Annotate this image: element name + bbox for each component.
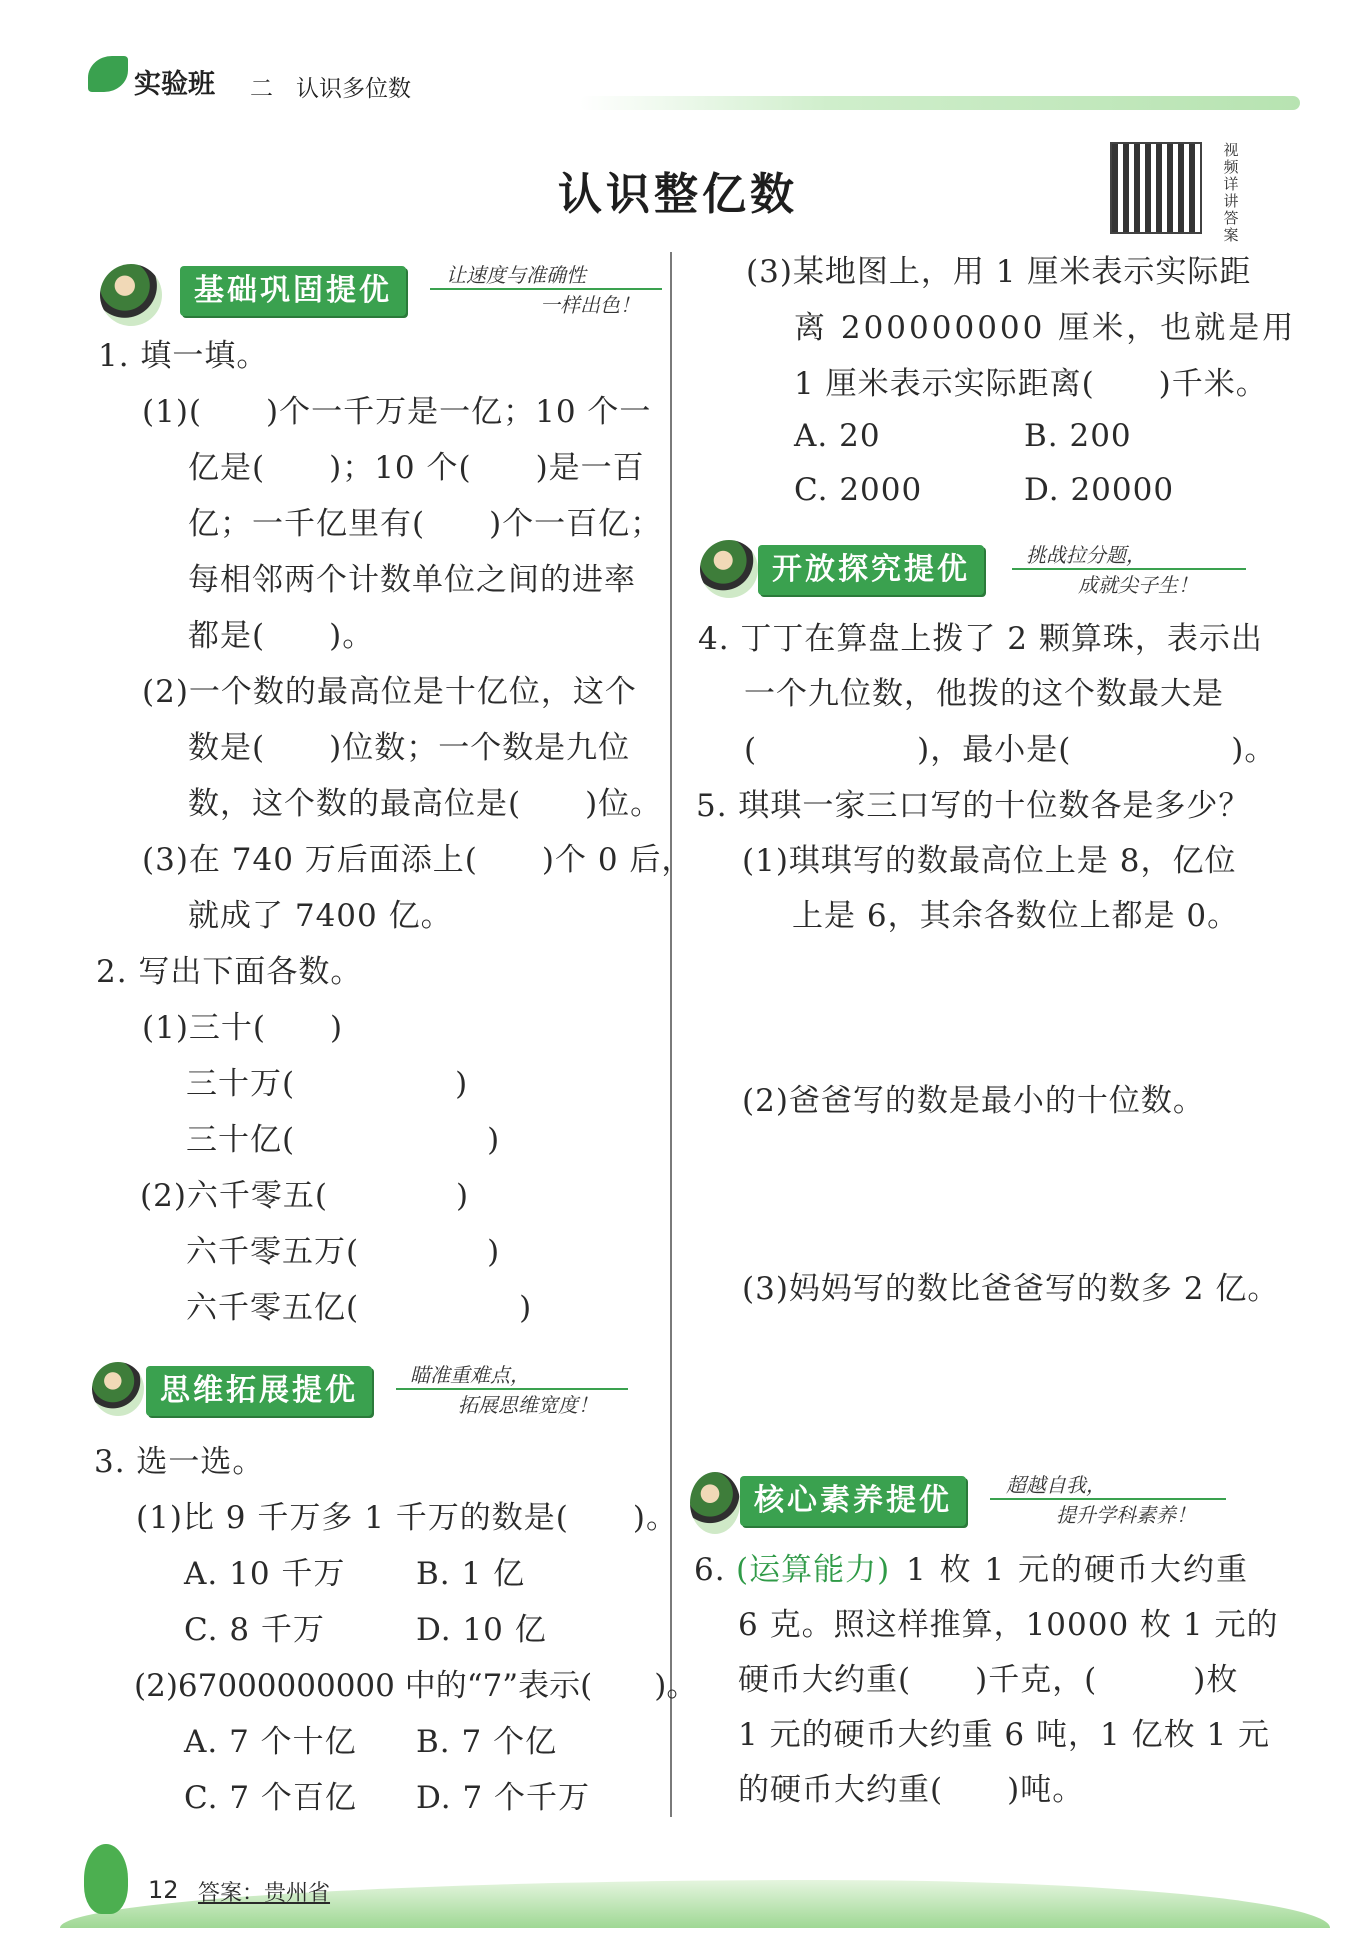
q6-line3: 硬币大约重( )千克，( )枚 xyxy=(738,1662,1239,1698)
q2-2-a: (2)六千零五( ) xyxy=(140,1178,470,1214)
q6-line1: 1 枚 1 元的硬币大约重 xyxy=(906,1552,1250,1588)
mascot-skateboard-icon xyxy=(100,264,162,326)
slogan-open-2: 成就尖子生！ xyxy=(1078,573,1198,597)
unit-number: 二 xyxy=(250,76,273,102)
q6-number: 6. xyxy=(694,1552,726,1588)
q2-1-c: 三十亿( ) xyxy=(186,1122,501,1158)
q3-1-option-a: A. 10 千万 xyxy=(184,1556,346,1592)
q3-2-option-c: C. 7 个百亿 xyxy=(184,1780,357,1816)
mascot-boy-icon xyxy=(700,540,758,598)
section-banner-open: 开放探究提优 xyxy=(758,545,984,595)
q5-2-line: (2)爸爸写的数是最小的十位数。 xyxy=(742,1083,1205,1119)
q1-2-line1: (2)一个数的最高位是十亿位，这个 xyxy=(142,674,637,710)
brand-leaf-icon xyxy=(88,56,128,92)
column-divider xyxy=(670,252,672,1817)
page-title: 认识整亿数 xyxy=(558,169,798,220)
slogan-thinking-1: 瞄准重难点， xyxy=(410,1363,530,1387)
q3-3-option-d: D. 20000 xyxy=(1024,472,1175,508)
q3-3-line1: (3)某地图上，用 1 厘米表示实际距 xyxy=(746,254,1252,290)
section-banner-basic: 基础巩固提优 xyxy=(180,266,406,316)
q3-2-stem: (2)67000000000 中的“7”表示( )。 xyxy=(134,1668,698,1704)
q1-3-line1: (3)在 740 万后面添上( )个 0 后， xyxy=(142,842,694,878)
section-banner-core: 核心素养提优 xyxy=(740,1476,966,1526)
q1-1-line3: 亿；一千亿里有( )个一百亿； xyxy=(188,506,663,542)
qr-code[interactable] xyxy=(1110,142,1202,234)
q6-line5: 的硬币大约重( )吨。 xyxy=(738,1772,1085,1808)
slogan-underline xyxy=(430,288,662,290)
slogan-underline xyxy=(396,1388,628,1390)
q3-3-option-a: A. 20 xyxy=(794,418,881,454)
q4-line3: ( )，最小是( )。 xyxy=(744,732,1277,768)
q1-2-line3: 数，这个数的最高位是( )位。 xyxy=(188,786,663,822)
q1-1-line5: 都是( )。 xyxy=(188,618,375,654)
q1-heading: 1. 填一填。 xyxy=(98,338,269,374)
q3-3-line2: 离 200000000 厘米，也就是用 xyxy=(794,310,1297,346)
header-bar xyxy=(580,96,1300,110)
slogan-thinking-2: 拓展思维宽度！ xyxy=(458,1393,598,1417)
q1-1-line1: (1)( )个一千万是一亿；10 个一 xyxy=(142,394,652,430)
q2-1-b: 三十万( ) xyxy=(186,1066,469,1102)
q2-2-b: 六千零五万( ) xyxy=(186,1234,501,1270)
q1-1-line2: 亿是( )；10 个( )是一百 xyxy=(188,450,645,486)
mascot-skater-icon xyxy=(690,1472,740,1534)
q5-1-line1: (1)琪琪写的数最高位上是 8，亿位 xyxy=(742,843,1237,879)
q5-1-line2: 上是 6，其余各数位上都是 0。 xyxy=(792,898,1240,934)
q3-2-option-d: D. 7 个千万 xyxy=(416,1780,591,1816)
mascot-girl-icon xyxy=(92,1362,144,1416)
slogan-underline xyxy=(1012,568,1246,570)
q6-tag: (运算能力) xyxy=(736,1552,891,1588)
q3-heading: 3. 选一选。 xyxy=(94,1444,265,1480)
q6-line2: 6 克。照这样推算，10000 枚 1 元的 xyxy=(738,1607,1279,1643)
chapter-title: 认识多位数 xyxy=(296,76,411,102)
q3-1-option-b: B. 1 亿 xyxy=(416,1556,526,1592)
q5-3-line: (3)妈妈写的数比爸爸写的数多 2 亿。 xyxy=(742,1271,1280,1307)
q1-1-line4: 每相邻两个计数单位之间的进率 xyxy=(188,562,636,598)
slogan-basic-1: 让速度与准确性 xyxy=(446,263,586,287)
slogan-core-2: 提升学科素养！ xyxy=(1056,1503,1196,1527)
q3-2-option-b: B. 7 个亿 xyxy=(416,1724,558,1760)
slogan-basic-2: 一样出色！ xyxy=(540,293,640,317)
q3-2-option-a: A. 7 个十亿 xyxy=(184,1724,357,1760)
q2-1-a: (1)三十( ) xyxy=(142,1010,344,1046)
page-number: 12 xyxy=(148,1876,179,1904)
slogan-open-1: 挑战拉分题， xyxy=(1026,543,1146,567)
q2-2-c: 六千零五亿( ) xyxy=(186,1290,533,1326)
q3-3-option-b: B. 200 xyxy=(1024,418,1132,454)
q2-heading: 2. 写出下面各数。 xyxy=(96,954,363,990)
q3-1-option-d: D. 10 亿 xyxy=(416,1612,547,1648)
slogan-underline xyxy=(990,1498,1226,1500)
q3-3-option-c: C. 2000 xyxy=(794,472,923,508)
section-banner-thinking: 思维拓展提优 xyxy=(146,1366,372,1416)
answer-note: 答案：贵州省 xyxy=(198,1881,331,1906)
q5-heading: 5. 琪琪一家三口写的十位数各是多少？ xyxy=(696,788,1251,824)
q4-line1: 4. 丁丁在算盘上拨了 2 颗算珠，表示出 xyxy=(698,621,1263,657)
qr-label: 视频详讲答案 xyxy=(1223,141,1239,244)
q6-line4: 1 元的硬币大约重 6 吨，1 亿枚 1 元 xyxy=(738,1717,1271,1753)
q1-2-line2: 数是( )位数；一个数是九位 xyxy=(188,730,631,766)
q4-line2: 一个九位数，他拨的这个数最大是 xyxy=(744,676,1224,712)
q3-3-line3: 1 厘米表示实际距离( )千米。 xyxy=(794,366,1268,402)
q1-3-line2: 就成了 7400 亿。 xyxy=(188,898,453,934)
slogan-core-1: 超越自我， xyxy=(1006,1473,1106,1497)
q3-1-option-c: C. 8 千万 xyxy=(184,1612,325,1648)
brand-name: 实验班 xyxy=(134,69,215,100)
q3-1-stem: (1)比 9 千万多 1 千万的数是( )。 xyxy=(136,1500,678,1536)
dolphin-icon xyxy=(84,1844,128,1914)
